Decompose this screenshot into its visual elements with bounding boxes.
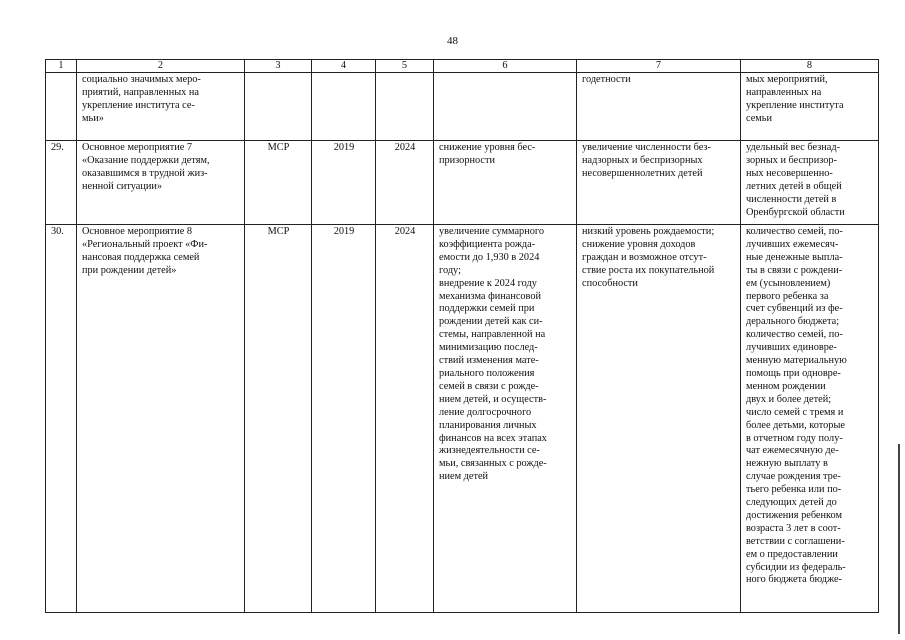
table-row <box>46 141 879 225</box>
table-header-row <box>46 60 879 73</box>
table-row <box>46 225 879 613</box>
activity-name: Основное мероприятие 8 «Региональный проект «Фи- нансовая поддержка семей при рождении детей» <box>77 225 245 613</box>
start-year: 2019 <box>312 141 376 225</box>
end-year <box>376 73 434 141</box>
indicator: мых мероприятий, направленных на укрепление института семьи <box>741 73 879 141</box>
header-col-5: 5 <box>376 60 434 73</box>
header-col-3: 3 <box>245 60 312 73</box>
indicator: количество семей, по- лучивших ежемесяч- ные денежные выпла- ты в связи с рождени- ем (усыновлением) первого ребенка за счет субвенций из фе- дерального бюджета; количество семей, по- лучивших единовре- менную материальную помощь при одновре- менном рождении двух и более детей; число семей с тремя и более детьми, которые в отчетном году полу- чат ежемесячную де- нежную выплату в случае рождения тре- тьего ребенка или по- следующих детей до достижения ребенком возраста 3 лет в соот- ветствии с соглашени- ем о предоставлении субсидии из федераль- ного бюджета бюдже- <box>741 225 879 613</box>
expected-result: снижение уровня бес- призорности <box>434 141 577 225</box>
scan-edge-line <box>898 444 900 634</box>
header-col-4: 4 <box>312 60 376 73</box>
expected-result: увеличение суммарного коэффициента рожда- емости до 1,930 в 2024 году; внедрение к 2024 году механизма финансовой поддержки семей при рождении детей как си- стемы, направленной на минимизацию послед- ствий изменения мате- риального положения семей в связи с рожде- нием детей, и осуществ- ление долгосрочного планирования личных финансов на всех этапах жизнедеятельности се- мьи, связанных с рожде- нием детей <box>434 225 577 613</box>
executor <box>245 73 312 141</box>
indicator: удельный вес безнад- зорных и беспризор- ных несовершенно- летних детей в общей численности детей в Оренбургской области <box>741 141 879 225</box>
consequences: увеличение численности без- надзорных и беспризорных несовершеннолетних детей <box>577 141 741 225</box>
row-number: 30. <box>46 225 77 613</box>
executor: МСР <box>245 141 312 225</box>
activities-table <box>45 59 879 613</box>
start-year: 2019 <box>312 225 376 613</box>
header-col-2: 2 <box>77 60 245 73</box>
header-col-7: 7 <box>577 60 741 73</box>
expected-result <box>434 73 577 141</box>
header-col-8: 8 <box>741 60 879 73</box>
row-number: 29. <box>46 141 77 225</box>
page-number: 48 <box>447 35 458 47</box>
start-year <box>312 73 376 141</box>
header-col-6: 6 <box>434 60 577 73</box>
header-col-1: 1 <box>46 60 77 73</box>
row-number <box>46 73 77 141</box>
consequences: годетности <box>577 73 741 141</box>
consequences: низкий уровень рождаемости; снижение уровня доходов граждан и возможное отсут- ствие роста их покупательной способности <box>577 225 741 613</box>
end-year: 2024 <box>376 141 434 225</box>
activity-name: социально значимых меро- приятий, направленных на укрепление института се- мьи» <box>77 73 245 141</box>
activity-name: Основное мероприятие 7 «Оказание поддержки детям, оказавшимся в трудной жиз- ненной ситуации» <box>77 141 245 225</box>
executor: МСР <box>245 225 312 613</box>
end-year: 2024 <box>376 225 434 613</box>
table-row <box>46 73 879 141</box>
